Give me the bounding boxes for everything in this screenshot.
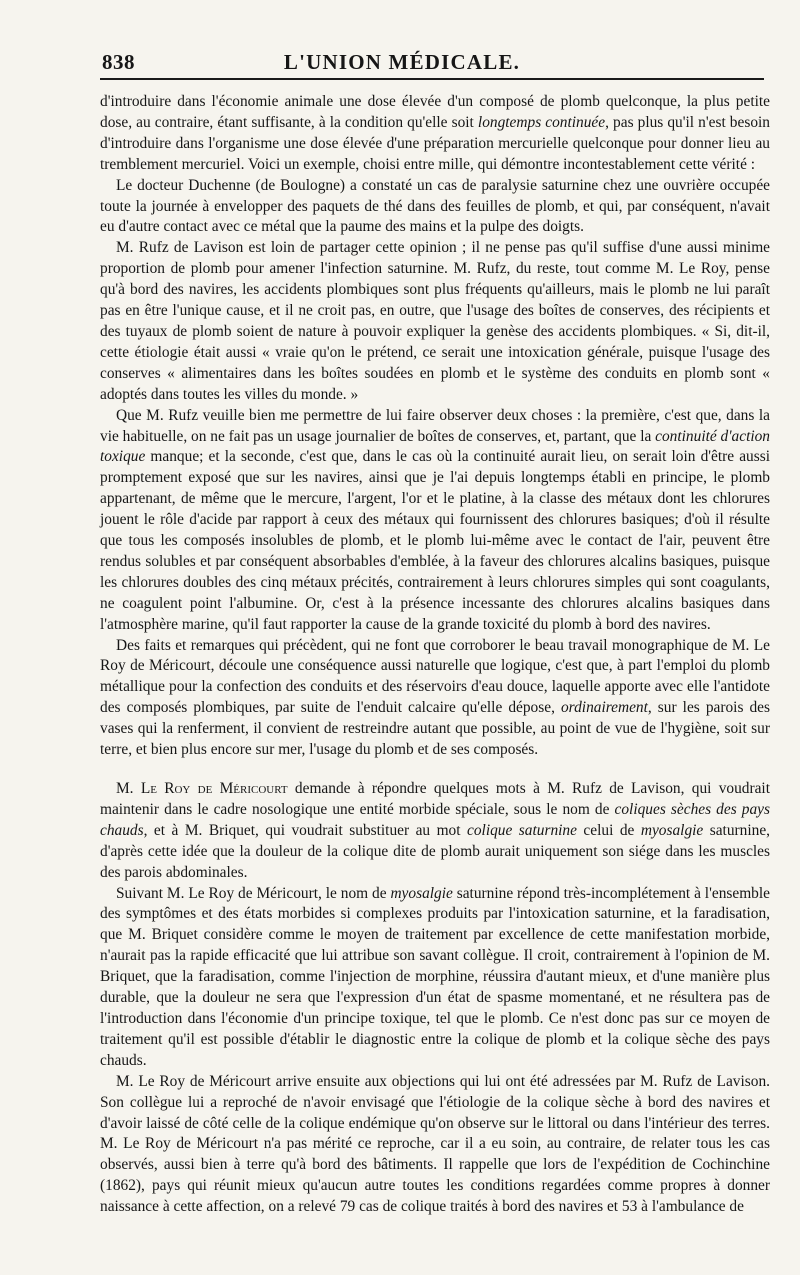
paragraph-reply (100, 406, 770, 636)
speaker-name: M. Le Roy de Méricourt (116, 780, 288, 797)
paragraph-myosalgie (100, 884, 770, 1072)
page-number: 838 (102, 50, 135, 74)
running-head (100, 48, 764, 80)
paragraph-rufz-opinion: M. Rufz de Lavison est loin de partager cette opinion ; il ne pense pas qu'il suffise d'une aussi minime proportion de plomb pour amener l'infection saturnine. M. Rufz, du reste, tout comme M. Le Roy, pense qu'à bord des navires, les accidents plombiques sont plus fréquents qu'ailleurs, mais le plomb ne lui paraît pas en être l'unique cause, et il ne croit pas, en outre, que l'usage des boîtes de conserves, des récipients et des tuyaux de plomb soient de nature à pouvoir expliquer la genèse des accidents plombiques. « Si, dit-il, cette étiologie était aussi « vraie qu'on le prétend, ce serait une intoxication générale, puisque l'usage des conserves « alimentaires dans les boîtes soudées en plomb et le système des conduits en plomb sont « adoptés dans toutes les villes du monde. » (100, 239, 770, 403)
article-body (100, 92, 770, 1218)
emphasis-text: longtemps continuée (477, 113, 606, 131)
paragraph-continued (100, 92, 770, 176)
emphasis-text: continuité d'action toxique (100, 427, 771, 466)
emphasis-text: ordinairement (560, 699, 648, 717)
emphasis-text: colique saturnine (467, 821, 577, 839)
emphasis-text: coliques sèches des pays chauds (100, 800, 770, 839)
paragraph-conclusion (100, 636, 770, 761)
paragraph-duchenne: Le docteur Duchenne (de Boulogne) a constaté un cas de paralysie saturnine chez une ouvrière occupée toute la journée à envelopper des paquets de thé dans des feuilles de plomb, et qui, par conséquent, n'avait eu d'autre contact avec ce métal que la paume des mains et la pulpe des doigts. (100, 176, 770, 236)
paragraph-text: , et à M. Briquet, qui voudrait substituer au mot (143, 821, 468, 839)
paragraph-text: celui de (576, 821, 641, 839)
paragraph-text: , pas plus qu'il n'est besoin d'introduire dans l'organisme une dose élevée d'une préparation mercurielle quelconque pour donner lieu au tremblement mercuriel. Voici un exemple, choisi entre mille, qui démontre incontestablement cette vérité : (100, 113, 770, 173)
paragraph-text: saturnine, d'après cette idée que la douleur de la colique dite de plomb aurait uniquement son siége dans les muscles des parois abdominales. (100, 821, 770, 881)
paragraph-objections: M. Le Roy de Méricourt arrive ensuite aux objections qui lui ont été adressées par M. Rufz de Lavison. Son collègue lui a reproché de n'avoir envisagé que l'étiologie de la colique sèche à bord des navires et d'avoir laissé de côté celle de la colique endémique qu'on observe sur le littoral ou dans l'intérieur des terres. M. Le Roy de Méricourt n'a pas mérité ce reproche, car il a eu soin, au contraire, de relater tous les cas observés, aussi bien à terre qu'à bord des bâtiments. Il rappelle que lors de l'expédition de Cochinchine (1862), pays qui réunit mieux qu'aucun autre toutes les conditions regardées comme propres à donner naissance à cette affection, on a relevé 79 cas de colique traités à bord des navires et 53 à l'ambulance de (100, 1072, 770, 1216)
emphasis-text: myosalgie (390, 884, 453, 902)
paragraph-text: d'introduire dans l'économie animale une dose élevée d'un composé de plomb quelconque, la plus petite dose, au contraire, étant suffisante, à la condition qu'elle soit (100, 93, 770, 131)
paragraph-text: , sur les parois des vases qui la renferment, il convient de restreindre autant que possible, au point de vue de l'hygiène, soit sur terre, et bien plus encore sur mer, l'usage du plomb et de ses composés. (100, 699, 771, 759)
emphasis-text: myosalgie (640, 821, 704, 839)
section-gap (100, 761, 770, 779)
paragraph-text: Que M. Rufz veuille bien me permettre de lui faire observer deux choses : la première, c'est que, dans la vie habituelle, on ne fait pas un usage journalier de boîtes de conserves, et, partant, que la (100, 406, 770, 445)
paragraph-text: saturnine répond très-incomplétement à l'ensemble des symptômes et des états morbides si complexes produits par l'intoxication saturnine, et la faradisation, que M. Briquet considère comme le moyen de traitement par excellence de cette manifestation morbide, n'aurait pas la rapide efficacité que lui attribue son savant collègue. Il croit, contrairement à l'opinion de M. Briquet, que la faradisation, comme l'injection de morphine, réussira d'autant mieux, et d'une manière plus durable, que la douleur ne sera que l'expression d'un état de spasme momentané, et ne résultera pas de l'introduction dans l'économie d'un principe toxique, tel que le plomb. Ce n'est donc pas sur ce moyen de traitement qu'il est possible d'établir le diagnostic entre la colique de plomb et la colique sèche des pays chauds. (100, 884, 770, 1069)
paragraph-text: demande à répondre quelques mots à M. Rufz de Lavison, qui voudrait maintenir dans le cadre nosologique une entité morbide spéciale, sous le nom de (100, 780, 770, 818)
journal-title: L'UNION MÉDICALE. (283, 50, 521, 74)
paragraph-text: Suivant M. Le Roy de Méricourt, le nom de (116, 884, 391, 902)
paragraph-text: Des faits et remarques qui précèdent, qui ne font que corroborer le beau travail monographique de M. Le Roy de Méricourt, découle une conséquence aussi naturelle que logique, c'est que, à part l'emploi du plomb métallique pour la confection des conduits et des réservoirs d'eau douce, laquelle apporte avec elle l'antidote des composés plombiques, par suite de l'enduit calcaire qu'elle dépose, (100, 636, 770, 717)
paragraph-text: manque; et la seconde, c'est que, dans le cas où la continuité aurait lieu, on serait loin d'être aussi promptement exposé que sur les navires, ainsi que je l'ai depuis longtemps établi en principe, le plomb appartenant, de même que le mercure, l'argent, l'or et le platine, à la classe des métaux dont les chlorures jouent le rôle d'acide par rapport à ceux des métaux qui fournissent des chlorures basiques; d'où il résulte que tous les composés insolubles de plomb, et le plomb lui-même avec le contact de l'air, peuvent être rendus solubles et par conséquent absorbables d'emblée, à la faveur des chlorures alcalins basiques, puisque les chlorures doubles des cinq métaux précités, contrairement à leurs chlorures simples qui sont coagulants, ne coagulent point l'albumine. Or, c'est à la présence incessante des chlorures alcalins basiques dans l'atmosphère marine, qu'il faut rapporter la cause de la grande toxicité du plomb à bord des navires. (100, 448, 770, 633)
paragraph-le-roy-response (100, 779, 770, 884)
